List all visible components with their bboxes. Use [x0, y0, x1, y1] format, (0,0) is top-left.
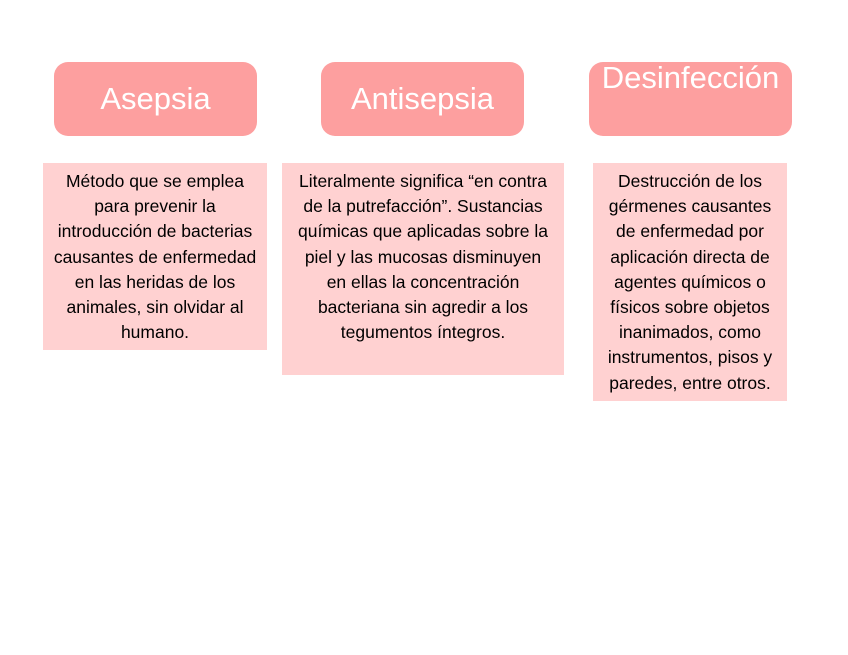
header-antisepsia-title: Antisepsia	[350, 81, 495, 116]
description-desinfeccion-text: Destrucción de los gérmenes causantes de enfermedad por aplicación directa de agentes químicos o físicos sobre objetos inanimados, como instrumentos, pisos y paredes, entre otros.	[607, 171, 773, 393]
description-asepsia	[43, 163, 267, 350]
header-desinfeccion	[589, 62, 792, 136]
description-antisepsia-text: Literalmente significa “en contra de la putrefacción”. Sustancias químicas que aplicadas sobre la piel y las mucosas disminuyen en ellas la concentración bacteriana sin agredir a los tegumentos íntegros.	[297, 171, 548, 343]
header-asepsia-title: Asepsia	[100, 81, 211, 116]
description-desinfeccion	[593, 163, 787, 401]
description-asepsia-text: Método que se emplea para prevenir la introducción de bacterias causantes de enfermedad en las heridas de los animales, sin olvidar al humano.	[53, 171, 257, 343]
header-desinfeccion-title: Desinfección	[601, 60, 780, 95]
description-antisepsia	[282, 163, 564, 375]
header-asepsia	[54, 62, 257, 136]
header-antisepsia	[321, 62, 524, 136]
